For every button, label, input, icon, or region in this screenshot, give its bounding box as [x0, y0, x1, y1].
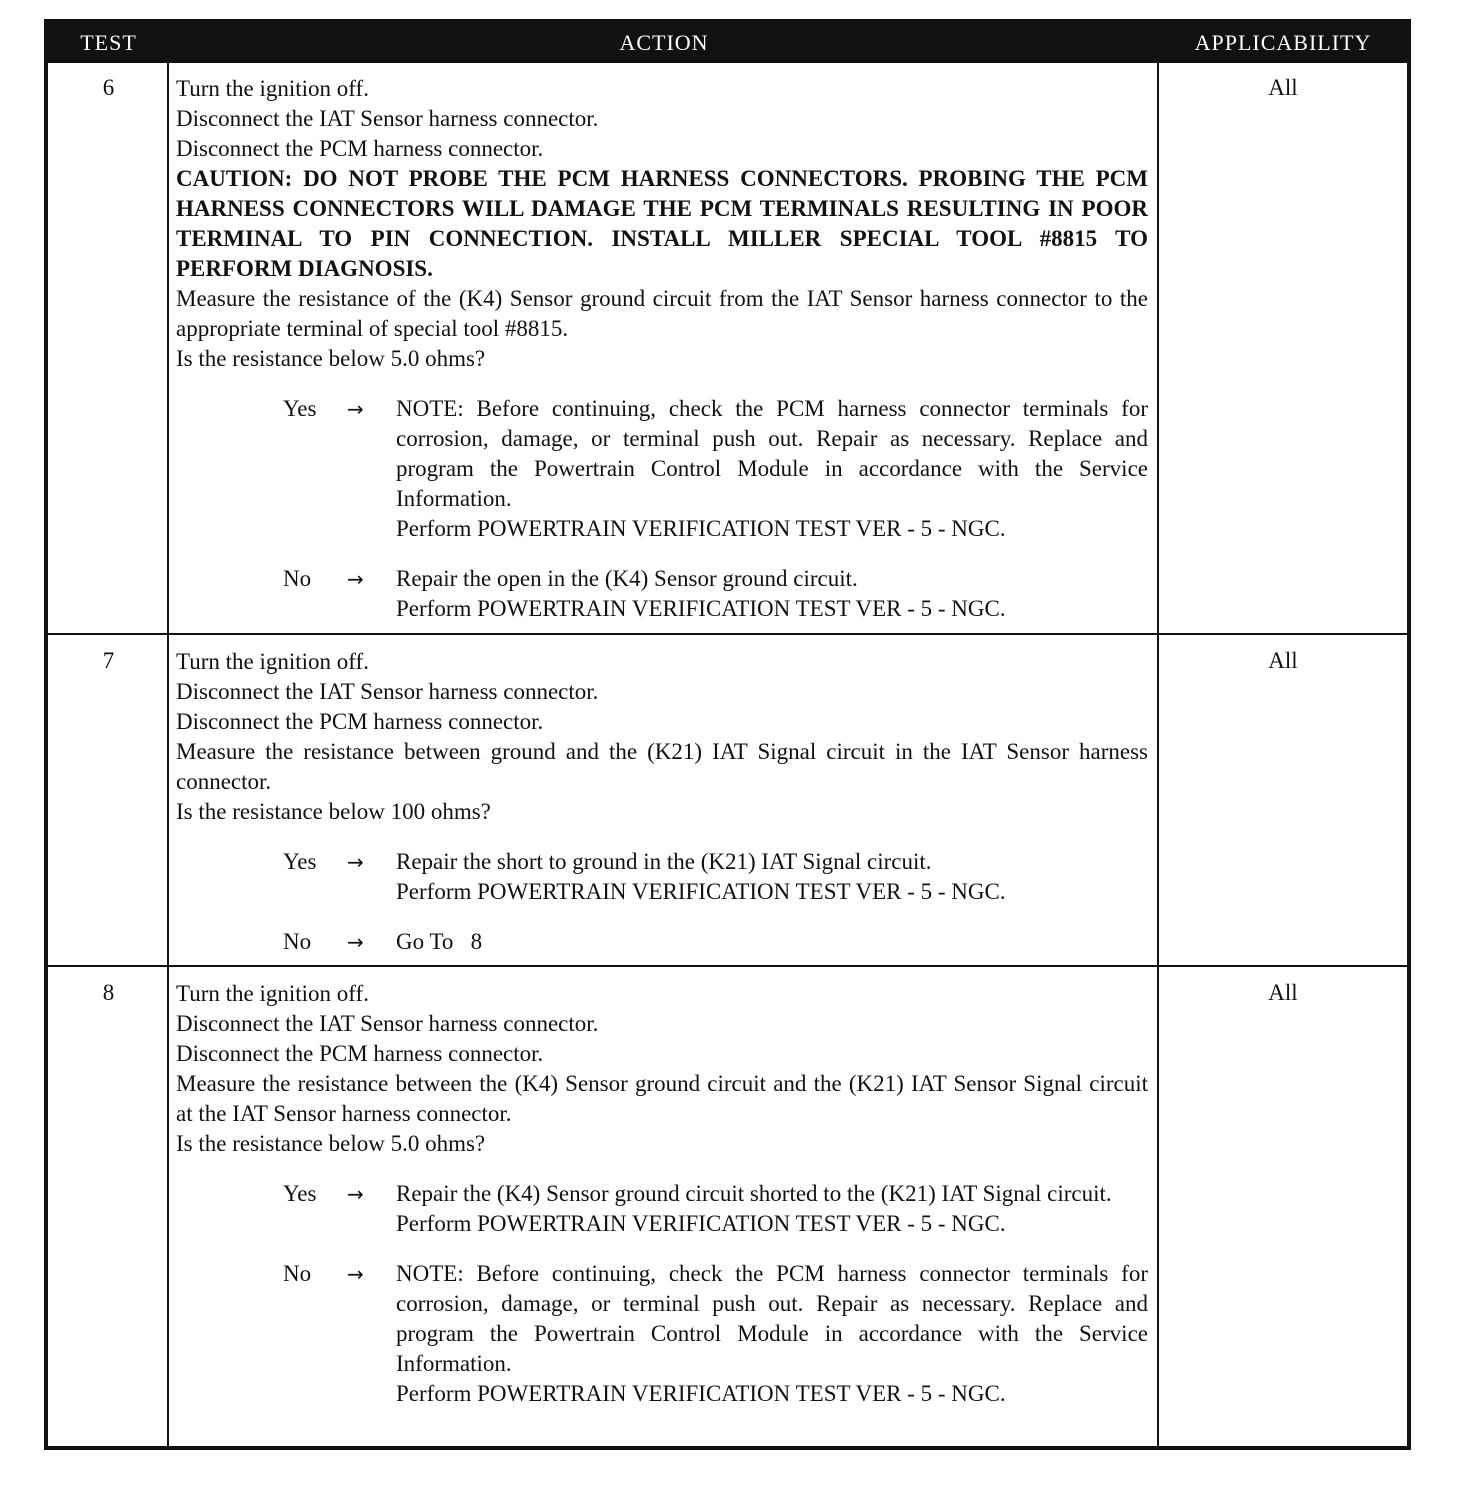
no-branch	[176, 927, 1148, 957]
branch-text: Repair the (K4) Sensor ground circuit shorted to the (K21) IAT Signal circuit.	[396, 1181, 1112, 1206]
branch-text: NOTE: Before continuing, check the PCM harness connector terminals for corrosion, damage, or terminal push out. Repair as necessary. Replace and program the Powertrain Control Module in accordance with the Service Information.	[396, 396, 1148, 511]
question-text: Is the resistance below 5.0 ohms?	[176, 1131, 486, 1156]
arrow-right-icon: →	[347, 567, 364, 591]
measure-text: Measure the resistance between ground and the (K21) IAT Signal circuit in the IAT Sensor harness connector.	[176, 739, 1148, 794]
column-divider	[1157, 63, 1159, 1446]
step: Disconnect the PCM harness connector.	[176, 136, 544, 161]
yes-branch	[176, 847, 1148, 907]
arrow-right-icon: →	[347, 1182, 364, 1206]
branch-text: Repair the open in the (K4) Sensor ground circuit.	[396, 566, 858, 591]
header-applicability: APPLICABILITY	[1194, 30, 1372, 55]
column-divider	[167, 63, 169, 1446]
no-label: No	[283, 929, 312, 954]
action-cell	[176, 647, 1148, 957]
step: Turn the ignition off.	[176, 76, 369, 101]
applicability-value: All	[1268, 75, 1298, 100]
yes-label: Yes	[283, 849, 317, 874]
step: Disconnect the IAT Sensor harness connector.	[176, 106, 599, 131]
row-divider	[48, 633, 1407, 635]
applicability-value: All	[1268, 648, 1298, 673]
action-cell	[176, 979, 1148, 1409]
yes-branch	[176, 394, 1148, 544]
arrow-right-icon: →	[347, 850, 364, 874]
caution-text: CAUTION: DO NOT PROBE THE PCM HARNESS CONNECTORS. PROBING THE PCM HARNESS CONNECTORS WILL DAMAGE THE PCM TERMINALS RESULTING IN POOR TERMINAL TO PIN CONNECTION. INSTALL MILLER SPECIAL TOOL #8815 TO PERFORM DIAGNOSIS.	[176, 166, 1148, 281]
test-number: 7	[102, 648, 115, 673]
arrow-right-icon: →	[347, 930, 364, 954]
step: Disconnect the IAT Sensor harness connector.	[176, 1011, 599, 1036]
perform-text: Perform POWERTRAIN VERIFICATION TEST VER - 5 - NGC.	[396, 879, 1006, 904]
yes-branch	[176, 1179, 1148, 1239]
no-label: No	[283, 566, 312, 591]
header-test: TEST	[80, 30, 137, 55]
row-divider	[48, 965, 1407, 967]
arrow-right-icon: →	[347, 1262, 364, 1286]
perform-text: Perform POWERTRAIN VERIFICATION TEST VER - 5 - NGC.	[396, 596, 1006, 621]
perform-text: Perform POWERTRAIN VERIFICATION TEST VER - 5 - NGC.	[396, 1211, 1006, 1236]
action-cell	[176, 74, 1148, 624]
step: Disconnect the PCM harness connector.	[176, 709, 544, 734]
step: Turn the ignition off.	[176, 649, 369, 674]
question-text: Is the resistance below 5.0 ohms?	[176, 346, 486, 371]
question-text: Is the resistance below 100 ohms?	[176, 799, 491, 824]
applicability-value: All	[1268, 980, 1298, 1005]
test-number: 8	[102, 980, 115, 1005]
step: Turn the ignition off.	[176, 981, 369, 1006]
branch-text: Repair the short to ground in the (K21) IAT Signal circuit.	[396, 849, 932, 874]
no-branch	[176, 1259, 1148, 1409]
test-number: 6	[102, 75, 115, 100]
step: Disconnect the IAT Sensor harness connector.	[176, 679, 599, 704]
step: Disconnect the PCM harness connector.	[176, 1041, 544, 1066]
perform-text: Perform POWERTRAIN VERIFICATION TEST VER - 5 - NGC.	[396, 1381, 1006, 1406]
header-action: ACTION	[619, 30, 709, 55]
measure-text: Measure the resistance of the (K4) Sensor ground circuit from the IAT Sensor harness connector to the appropriate terminal of special tool #8815.	[176, 286, 1148, 341]
measure-text: Measure the resistance between the (K4) Sensor ground circuit and the (K21) IAT Sensor Signal circuit at the IAT Sensor harness connector.	[176, 1071, 1148, 1126]
yes-label: Yes	[283, 396, 317, 421]
no-label: No	[283, 1261, 312, 1286]
branch-text: NOTE: Before continuing, check the PCM harness connector terminals for corrosion, damage, or terminal push out. Repair as necessary. Replace and program the Powertrain Control Module in accordance with the Service Information.	[396, 1261, 1148, 1376]
no-branch	[176, 564, 1148, 624]
arrow-right-icon: →	[347, 397, 364, 421]
table-header	[48, 23, 1407, 63]
yes-label: Yes	[283, 1181, 317, 1206]
diagnostic-table	[44, 19, 1411, 1450]
goto-link[interactable]: Go To 8	[396, 929, 483, 954]
perform-text: Perform POWERTRAIN VERIFICATION TEST VER - 5 - NGC.	[396, 516, 1006, 541]
